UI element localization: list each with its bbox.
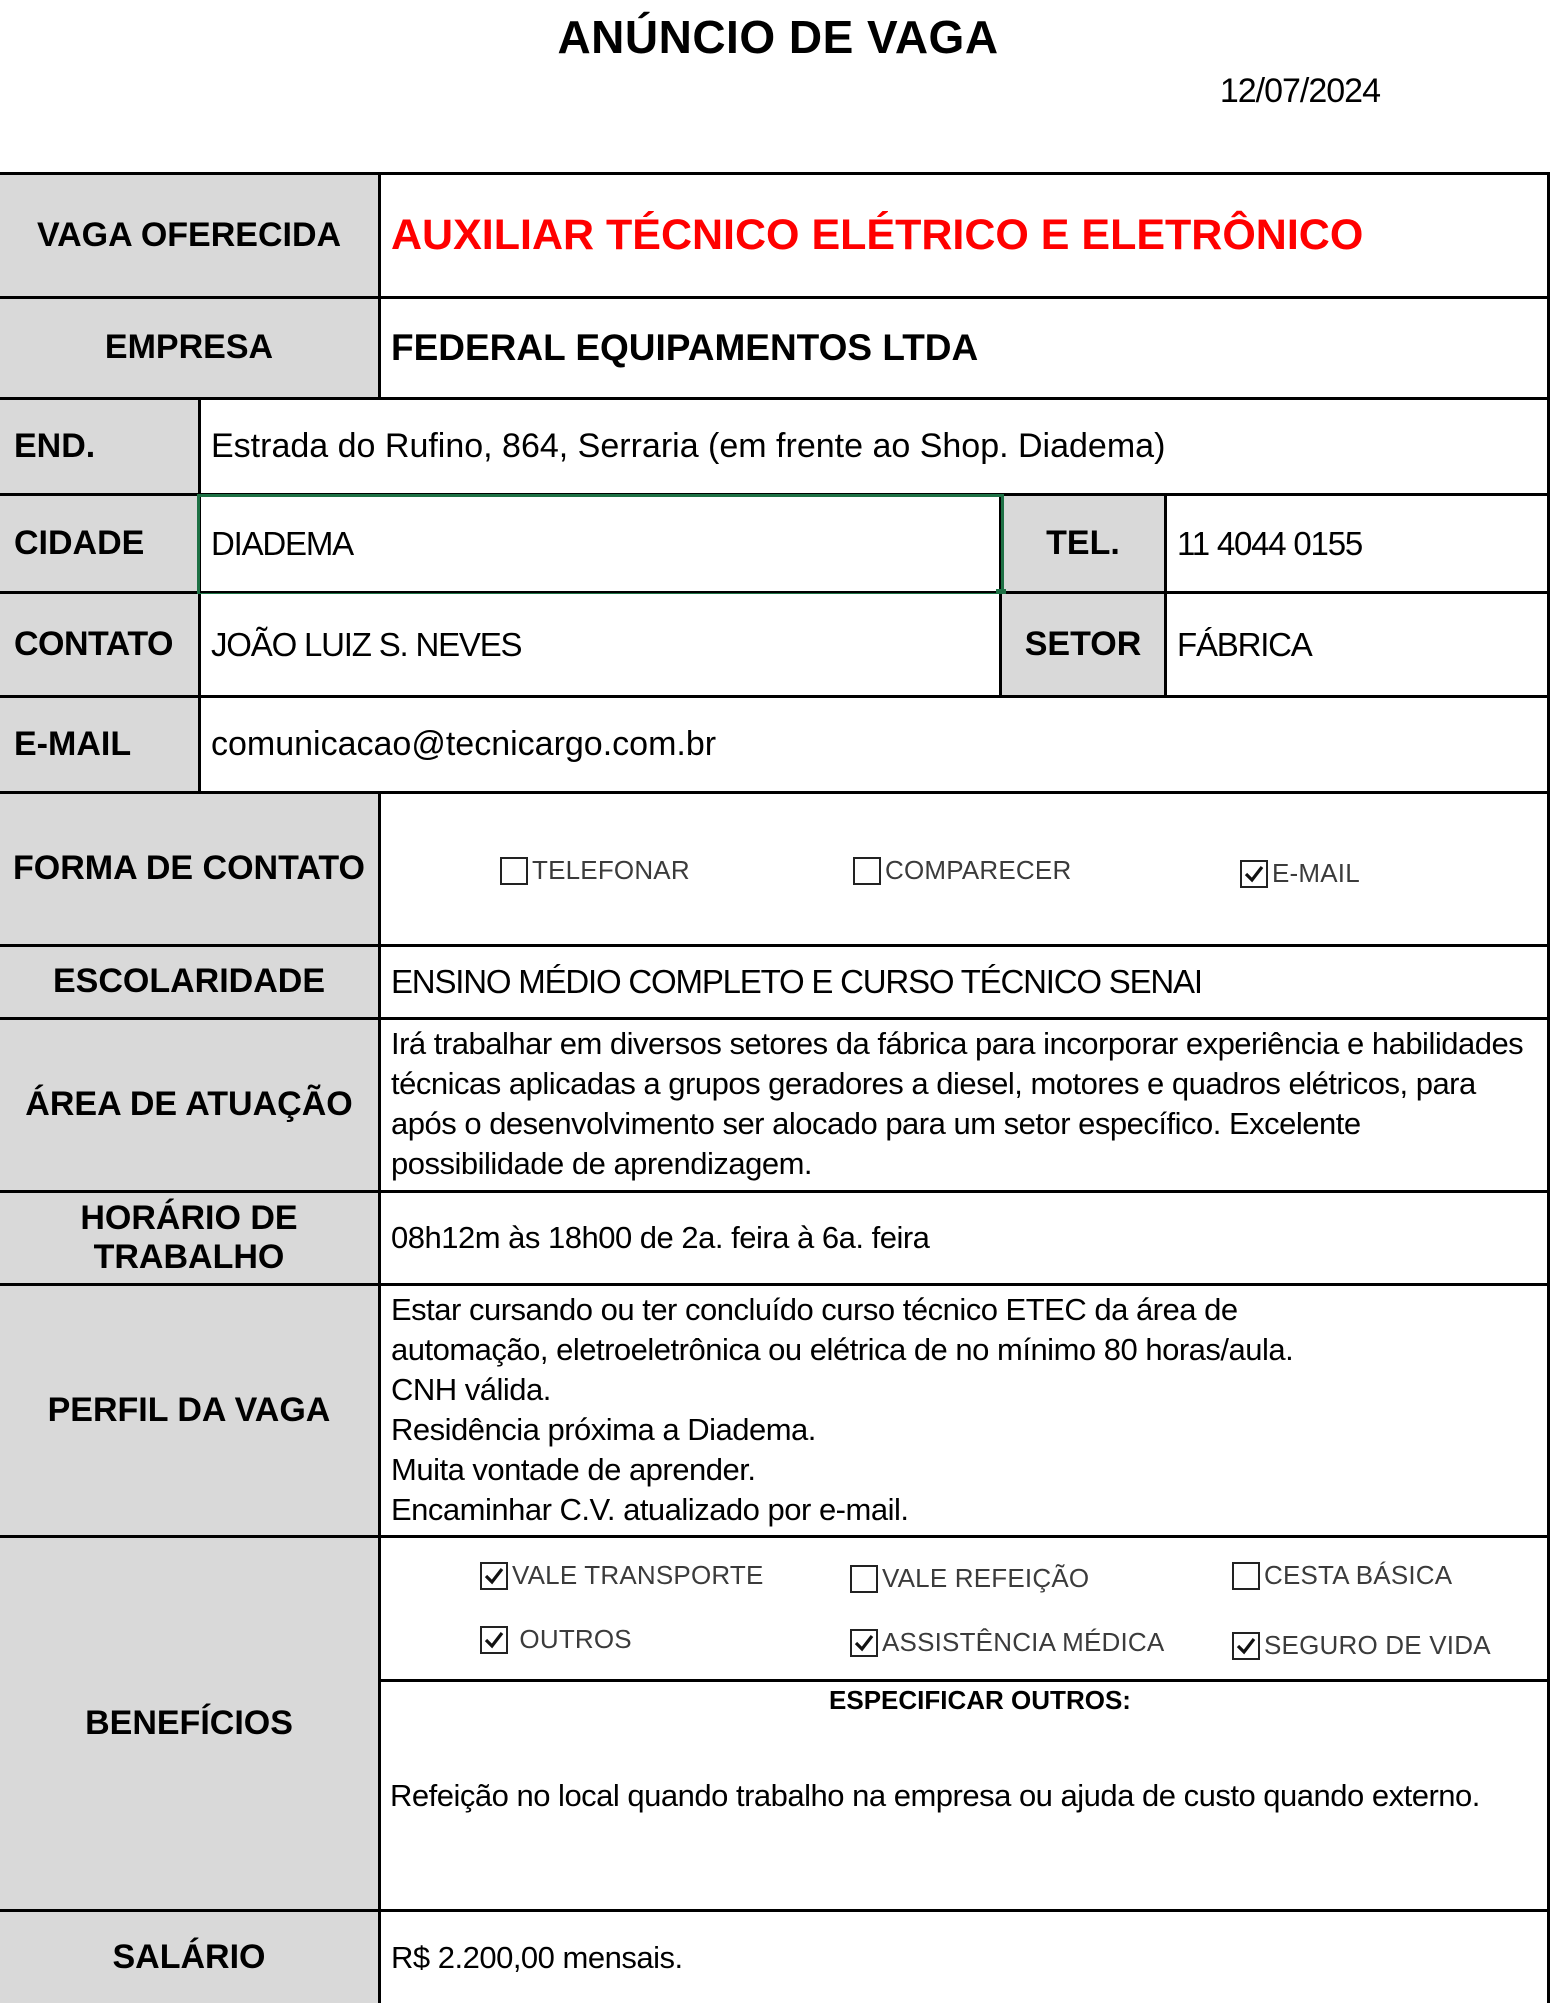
perfil-line: Encaminhar C.V. atualizado por e-mail. [391, 1492, 909, 1527]
checkbox-seguro-de-vida[interactable] [1232, 1630, 1491, 1661]
checkbox-outros[interactable] [480, 1624, 632, 1655]
check-icon [1242, 862, 1266, 886]
checkbox-box[interactable] [850, 1565, 878, 1593]
perfil-line: Muita vontade de aprender. [391, 1452, 756, 1487]
checkbox-box[interactable] [480, 1562, 508, 1590]
checkbox-box[interactable] [500, 857, 528, 885]
checkbox-box[interactable] [1232, 1632, 1260, 1660]
checkbox-label: OUTROS [512, 1624, 632, 1654]
contato-label: CONTATO [0, 594, 201, 698]
cidade-value[interactable]: DIADEMA [201, 496, 1002, 594]
check-icon [482, 1628, 506, 1652]
perfil-line: Estar cursando ou ter concluído curso técnico ETEC da área de [391, 1292, 1238, 1327]
escolaridade-value[interactable]: ENSINO MÉDIO COMPLETO E CURSO TÉCNICO SENAI [381, 947, 1550, 1020]
checkbox-box[interactable] [1232, 1562, 1260, 1590]
horario-value[interactable]: 08h12m às 18h00 de 2a. feira à 6a. feira [381, 1193, 1550, 1286]
setor-label: SETOR [1002, 594, 1167, 698]
salario-label: SALÁRIO [0, 1912, 381, 2003]
check-icon [852, 1631, 876, 1655]
end-label: END. [0, 400, 201, 496]
vaga-label: VAGA OFERECIDA [0, 175, 381, 299]
perfil-value[interactable] [381, 1286, 1550, 1538]
escolaridade-label: ESCOLARIDADE [0, 947, 381, 1020]
checkbox-label: ASSISTÊNCIA MÉDICA [882, 1627, 1165, 1657]
forma-contato-label: FORMA DE CONTATO [0, 794, 381, 947]
checkbox-email[interactable] [1240, 858, 1360, 889]
vaga-value[interactable]: AUXILIAR TÉCNICO ELÉTRICO E ELETRÔNICO [381, 175, 1550, 299]
checkbox-box[interactable] [480, 1626, 508, 1654]
checkbox-box[interactable] [1240, 860, 1268, 888]
checkbox-label: TELEFONAR [532, 855, 690, 885]
perfil-label: PERFIL DA VAGA [0, 1286, 381, 1538]
checkbox-vale-refeicao[interactable] [850, 1563, 1089, 1594]
salario-value[interactable]: R$ 2.200,00 mensais. [381, 1912, 1550, 2003]
date-text: 12/07/2024 [1219, 72, 1380, 110]
end-value[interactable]: Estrada do Rufino, 864, Serraria (em frente ao Shop. Diadema) [201, 400, 1550, 496]
area-label: ÁREA DE ATUAÇÃO [0, 1020, 381, 1193]
check-icon [482, 1564, 506, 1588]
especificar-value[interactable]: Refeição no local quando trabalho na empresa ou ajuda de custo quando externo. [390, 1778, 1480, 1813]
setor-value[interactable]: FÁBRICA [1167, 594, 1550, 698]
tel-label: TEL. [1002, 496, 1167, 594]
empresa-value[interactable]: FEDERAL EQUIPAMENTOS LTDA [381, 299, 1550, 400]
checkbox-comparecer[interactable] [853, 855, 1071, 886]
area-value[interactable]: Irá trabalhar em diversos setores da fábrica para incorporar experiência e habilidades técnicas aplicadas a grupos geradores a diesel, motores e quadros elétricos, para após o desenvolvimento ser alocado para um setor específico. Excelente possibilidade de aprendizagem. [381, 1020, 1550, 1193]
email-label: E-MAIL [0, 698, 201, 794]
checkbox-assistencia-medica[interactable] [850, 1627, 1164, 1658]
beneficios-label: BENEFÍCIOS [0, 1538, 381, 1912]
checkbox-label: COMPARECER [885, 855, 1072, 885]
checkbox-box[interactable] [853, 857, 881, 885]
checkbox-label: VALE TRANSPORTE [512, 1560, 764, 1590]
especificar-label: ESPECIFICAR OUTROS: [829, 1685, 1131, 1715]
contato-value[interactable]: JOÃO LUIZ S. NEVES [201, 594, 1002, 698]
empresa-label: EMPRESA [0, 299, 381, 400]
cidade-label: CIDADE [0, 496, 201, 594]
check-icon [1234, 1634, 1258, 1658]
page-title: ANÚNCIO DE VAGA [557, 11, 999, 63]
perfil-line: CNH válida. [391, 1372, 551, 1407]
checkbox-label: CESTA BÁSICA [1264, 1560, 1453, 1590]
checkbox-cesta-basica[interactable] [1232, 1560, 1452, 1591]
checkbox-label: SEGURO DE VIDA [1264, 1630, 1491, 1660]
perfil-line: automação, eletroeletrônica ou elétrica de no mínimo 80 horas/aula. [391, 1332, 1294, 1367]
perfil-line: Residência próxima a Diadema. [391, 1412, 816, 1447]
tel-value[interactable]: 11 4044 0155 [1167, 496, 1550, 594]
horario-label: HORÁRIO DE TRABALHO [0, 1193, 381, 1286]
email-value[interactable]: comunicacao@tecnicargo.com.br [201, 698, 1550, 794]
checkbox-telefonar[interactable] [500, 855, 690, 886]
checkbox-label: VALE REFEIÇÃO [882, 1563, 1090, 1593]
checkbox-box[interactable] [850, 1629, 878, 1657]
checkbox-vale-transporte[interactable] [480, 1560, 764, 1591]
checkbox-label: E-MAIL [1272, 858, 1360, 888]
